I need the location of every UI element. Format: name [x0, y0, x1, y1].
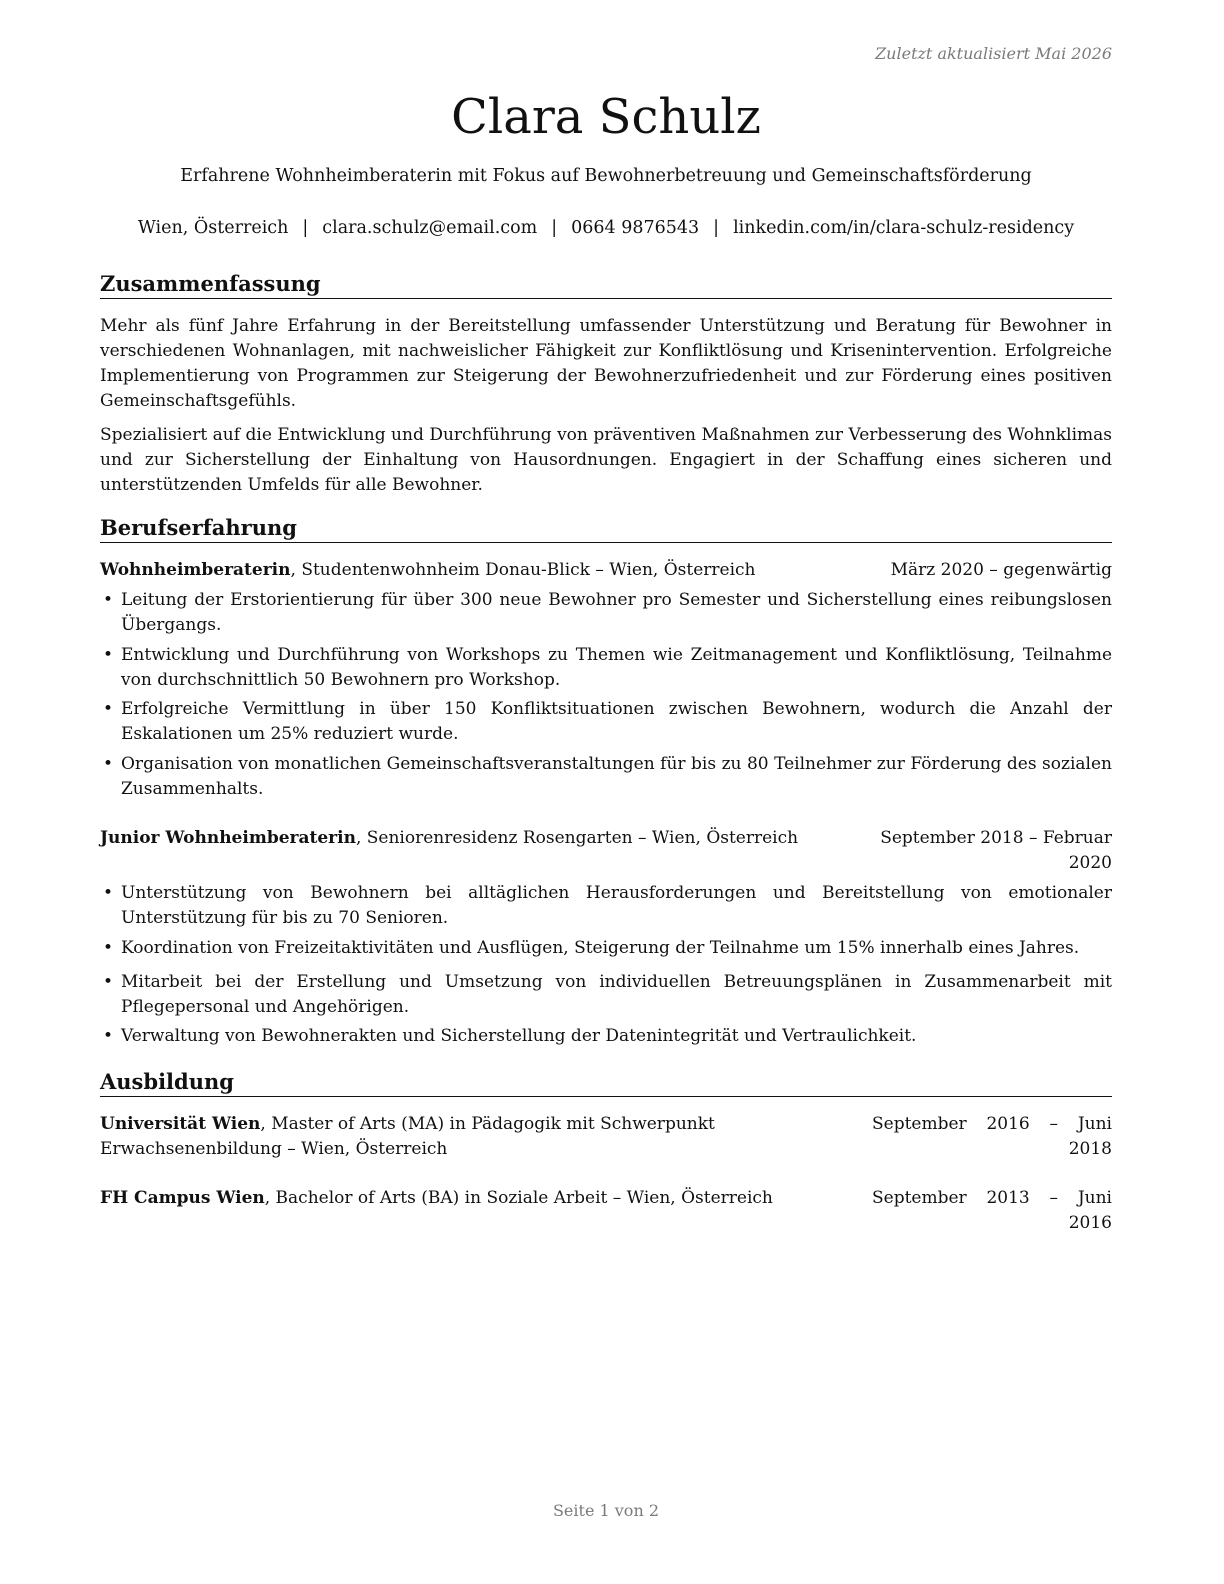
contact-linkedin[interactable]: linkedin.com/in/clara-schulz-residency — [733, 218, 1075, 238]
contact-location: Wien, Österreich — [137, 218, 289, 238]
education-institution: Universität Wien — [100, 1114, 261, 1134]
education-date: September 2013 – Juni 2016 — [872, 1188, 1112, 1233]
page-number: Seite 1 von 2 — [552, 1501, 660, 1520]
contact-line — [100, 218, 1112, 238]
education-entry — [100, 1186, 1112, 1233]
job-organization: , Studentenwohnheim Donau-Blick – Wien, Österreich — [290, 560, 756, 580]
education-institution: FH Campus Wien — [100, 1188, 265, 1208]
resume-page — [100, 0, 1112, 1584]
list-item: • Unterstützung von Bewohnern bei alltäglichen Herausforderungen und Bereitstellung von emotionaler Unterstützung für bis zu 70 Senioren. — [100, 881, 1112, 931]
list-item: • Koordination von Freizeitaktivitäten und Ausflügen, Steigerung der Teilnahme um 15% innerhalb eines Jahres. — [100, 936, 1112, 961]
contact-separator: | — [551, 218, 558, 238]
job-bullets — [100, 881, 1112, 1054]
job-role: Junior Wohnheimberaterin — [100, 828, 356, 848]
list-item: • Erfolgreiche Vermittlung in über 150 Konfliktsituationen zwischen Bewohnern, wodurch die Anzahl der Eskalationen um 25% reduziert wurde. — [100, 697, 1112, 747]
tagline: Erfahrene Wohnheimberaterin mit Fokus auf Bewohnerbetreuung und Gemeinschaftsförderung — [180, 166, 1032, 186]
contact-separator: | — [302, 218, 309, 238]
candidate-name: Clara Schulz — [451, 89, 761, 145]
section-title-summary: Zusammenfassung — [100, 270, 1112, 299]
list-item: • Entwicklung und Durchführung von Workshops zu Themen wie Zeitmanagement und Konfliktlösung, Teilnahme von durchschnittlich 50 Bewohnern pro Workshop. — [100, 643, 1112, 693]
list-item: • Verwaltung von Bewohnerakten und Sicherstellung der Datenintegrität und Vertraulichkeit. — [100, 1024, 1112, 1049]
job-date: März 2020 – gegenwärtig — [890, 560, 1112, 580]
education-entry — [100, 1112, 1112, 1162]
contact-phone[interactable]: 0664 9876543 — [571, 218, 700, 238]
education-date: September 2016 – Juni 2018 — [872, 1114, 1112, 1159]
summary-paragraph: Spezialisiert auf die Entwicklung und Durchführung von präventiven Maßnahmen zur Verbesserung des Wohnklimas und zur Sicherstellung der Einhaltung von Hausordnungen. Engagiert in der Schaffung eines sicheren und unterstützenden Umfelds für alle Bewohner. — [100, 425, 1112, 495]
section-title-experience: Berufserfahrung — [100, 514, 1112, 543]
section-title-education: Ausbildung — [100, 1068, 1112, 1097]
job-bullets — [100, 588, 1112, 806]
job-role: Wohnheimberaterin — [100, 560, 291, 580]
job-header — [100, 826, 1112, 873]
education-degree: , Bachelor of Arts (BA) in Soziale Arbeit – Wien, Österreich — [264, 1188, 773, 1208]
last-updated: Zuletzt aktualisiert Mai 2026 — [875, 44, 1112, 63]
job-organization: , Seniorenresidenz Rosengarten – Wien, Österreich — [355, 828, 799, 848]
education-degree: , Master of Arts (MA) in Pädagogik mit Schwerpunkt Erwachsenenbildung – Wien, Österreich — [100, 1114, 715, 1159]
list-item: • Organisation von monatlichen Gemeinschaftsveranstaltungen für bis zu 80 Teilnehmer zur Förderung des sozialen Zusammenhalts. — [100, 752, 1112, 802]
contact-separator: | — [713, 218, 720, 238]
list-item: • Mitarbeit bei der Erstellung und Umsetzung von individuellen Betreuungsplänen in Zusammenarbeit mit Pflegepersonal und Angehörigen. — [100, 970, 1112, 1020]
list-item: • Leitung der Erstorientierung für über 300 neue Bewohner pro Semester und Sicherstellung eines reibungslosen Übergangs. — [100, 588, 1112, 638]
job-date: September 2018 – Februar 2020 — [880, 828, 1112, 873]
contact-email[interactable]: clara.schulz@email.com — [322, 218, 538, 238]
summary-paragraph: Mehr als fünf Jahre Erfahrung in der Bereitstellung umfassender Unterstützung und Beratung für Bewohner in verschiedenen Wohnanlagen, mit nachweislicher Fähigkeit zur Konfliktlösung und Krisenintervention. Erfolgreiche Implementierung von Programmen zur Steigerung der Bewohnerzufriedenheit und zur Förderung eines positiven Gemeinschaftsgefühls. — [100, 316, 1112, 411]
job-header — [100, 558, 1112, 583]
